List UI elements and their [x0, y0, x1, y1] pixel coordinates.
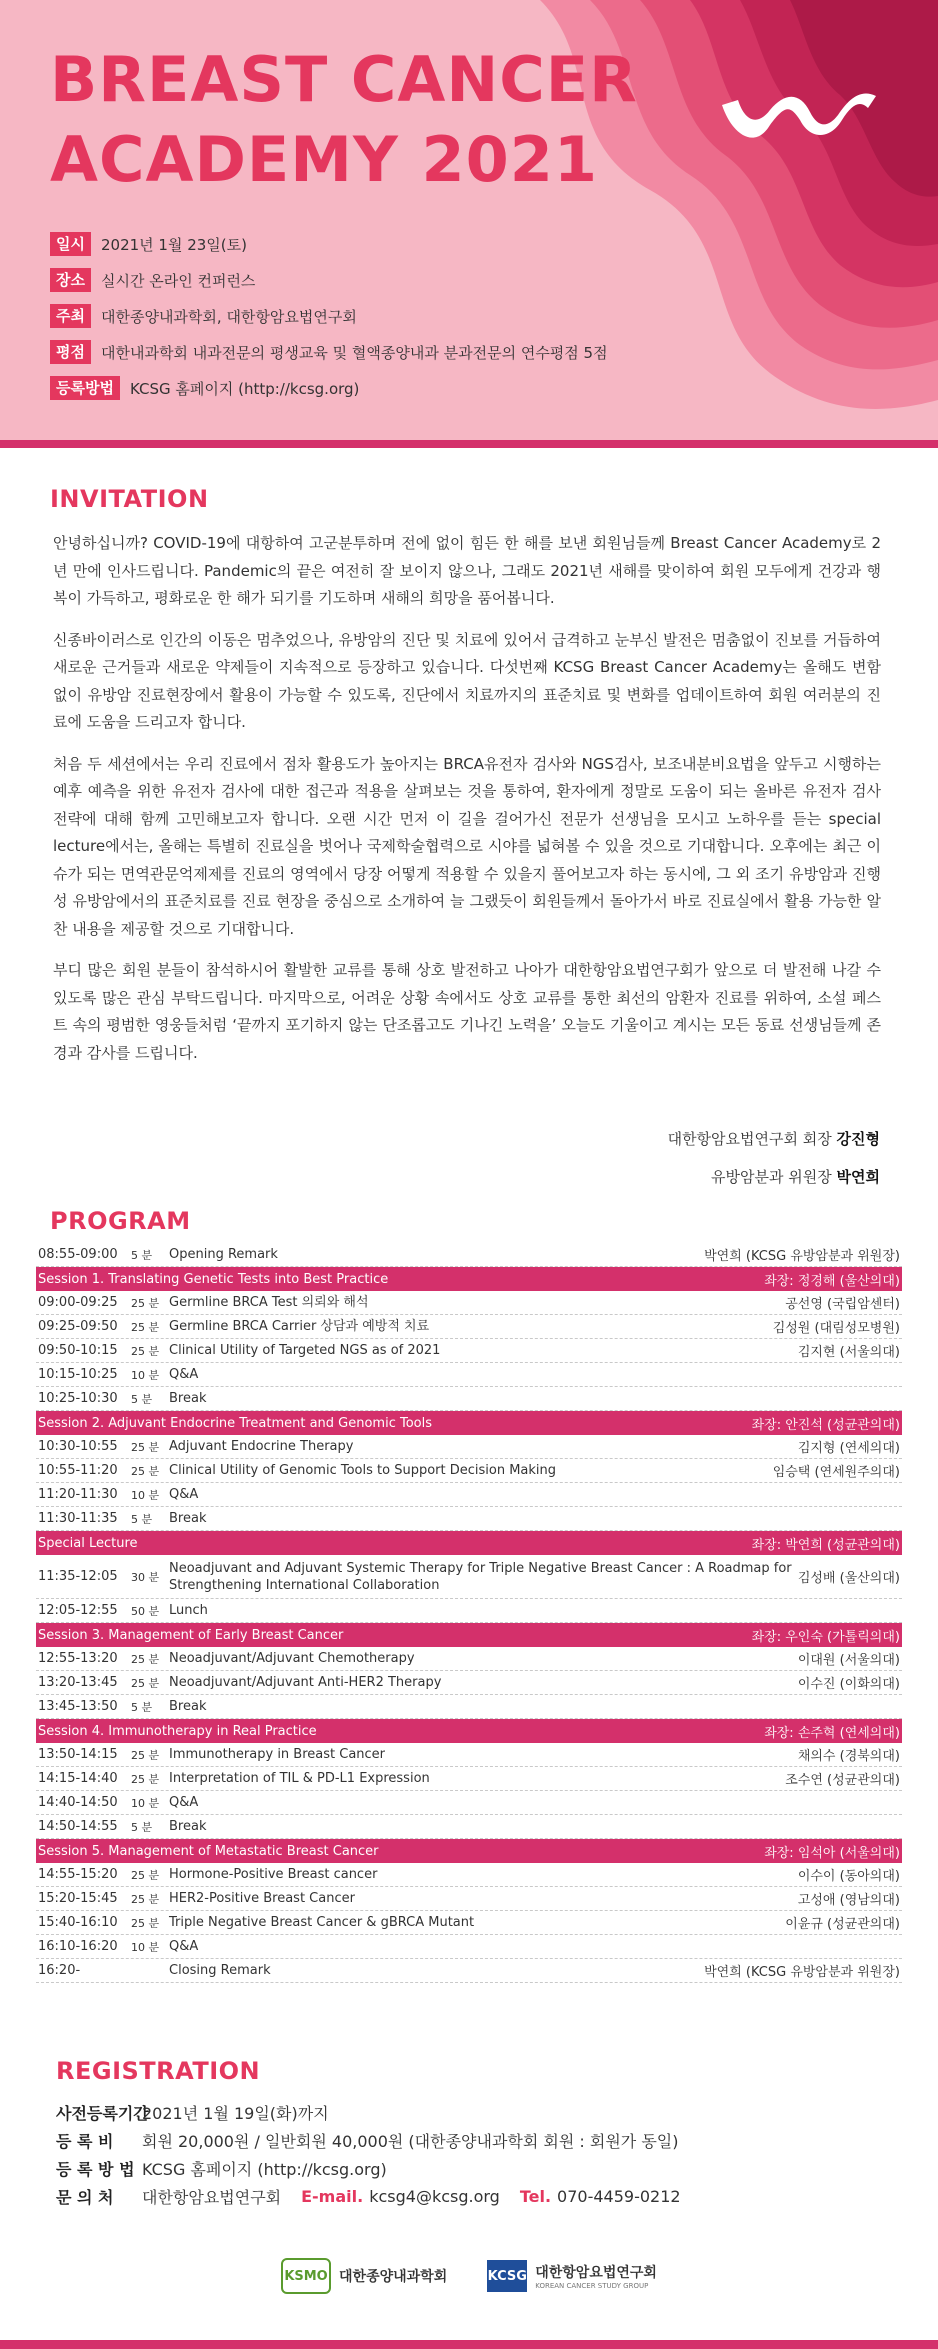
info-row-venue	[50, 268, 608, 292]
program-speaker: 김지현 (서울의대)	[797, 1345, 900, 1360]
program-row	[36, 1767, 902, 1791]
program-talk: Break	[169, 1511, 207, 1526]
program-row	[36, 1363, 902, 1387]
program-duration: 10 분	[131, 1796, 160, 1810]
program-talk: Break	[169, 1391, 207, 1406]
tel-number: 070-4459-0212	[557, 2186, 681, 2206]
program-row	[36, 1743, 902, 1767]
signature-role: 유방암분과 위원장	[711, 1168, 837, 1186]
registration-value: 회원 20,000원 / 일반회원 40,000원 (대한종양내과학회 회원 : 회원가 동일)	[142, 2131, 679, 2151]
program-speaker: 이대원 (서울의대)	[797, 1653, 900, 1668]
invitation-paragraph: 안녕하십니까? COVID-19에 대항하여 고군분투하며 전에 없이 힘든 한 해를 보낸 회원님들께 Breast Cancer Academy로 2년 만에 인사드립니다. Pandemic의 끝은 여전히 잘 보이지 않으나, 그래도 2021년 새해를 맞이하여 회원 모두에게 건강과 행복이 가득하고, 평화로운 한 해가 되기를 기도하며 새해의 희망을 품어봅니다.	[53, 534, 881, 607]
session-title: Session 1. Translating Genetic Tests into Best Practice	[38, 1271, 389, 1287]
program-time: 13:20-13:45	[38, 1675, 118, 1690]
program-time: 10:55-11:20	[38, 1463, 118, 1478]
page-title	[50, 40, 638, 200]
program-time: 14:15-14:40	[38, 1771, 118, 1786]
program-duration: 10 분	[131, 1488, 160, 1502]
kcsg-logo	[487, 2260, 657, 2292]
session-chair: 좌장: 손주혁 (연세의대)	[764, 1725, 900, 1741]
title-line-1: BREAST CANCER	[50, 43, 638, 116]
program-talk: Lunch	[169, 1603, 208, 1618]
program-row	[36, 1935, 902, 1959]
info-value: 대한종양내과학회, 대한항암요법연구회	[100, 307, 357, 326]
invitation-paragraph: 부디 많은 회원 분들이 참석하시어 활발한 교류를 통해 상호 발전하고 나아가 대한항암요법연구회가 앞으로 더 발전해 나갈 수 있도록 많은 관심 부탁드립니다. 마지막으로, 어려운 상황 속에서도 상호 교류를 통한 최선의 암환자 진료를 위하여, 소설 페스트 속의 평범한 영웅들처럼 ‘끝까지 포기하지 않는 단조롭고도 기나긴 노력을’ 오늘도 기울이고 계시는 모든 동료 선생님들께 존경과 감사를 드립니다.	[53, 961, 881, 1062]
program-row	[36, 1695, 902, 1719]
kcsg-logo-subtitle: KOREAN CANCER STUDY GROUP	[535, 2282, 649, 2290]
info-row-host	[50, 304, 608, 328]
program-duration: 25 분	[131, 1748, 160, 1762]
session-header-row	[36, 1839, 902, 1863]
program-row	[36, 1647, 902, 1671]
program-row	[36, 1791, 902, 1815]
program-duration: 25 분	[131, 1440, 160, 1454]
program-row	[36, 1671, 902, 1695]
footer-logos	[0, 2258, 938, 2294]
program-talk: Germline BRCA Test 의뢰와 해석	[169, 1295, 369, 1310]
program-row	[36, 1911, 902, 1935]
signature-president	[480, 1128, 880, 1149]
info-row-credits	[50, 340, 608, 364]
program-duration: 5 분	[131, 1392, 153, 1406]
ksmo-logo	[281, 2258, 447, 2294]
program-speaker: 김성배 (울산의대)	[797, 1571, 900, 1586]
program-talk: Adjuvant Endocrine Therapy	[169, 1439, 354, 1454]
program-time: 13:50-14:15	[38, 1747, 118, 1762]
program-talk: Neoadjuvant/Adjuvant Anti-HER2 Therapy	[169, 1675, 442, 1690]
program-talk: Interpretation of TIL & PD-L1 Expression	[169, 1771, 430, 1786]
registration-row	[56, 2154, 886, 2182]
program-speaker: 조수연 (성균관의대)	[785, 1773, 900, 1788]
session-chair: 좌장: 안진석 (성균관의대)	[751, 1417, 900, 1433]
program-time: 10:15-10:25	[38, 1367, 118, 1382]
program-duration: 25 분	[131, 1652, 160, 1666]
program-speaker: 채의수 (경북의대)	[797, 1749, 900, 1764]
program-talk: Q&A	[169, 1795, 199, 1810]
info-tag: 평점	[50, 340, 91, 364]
program-row	[36, 1459, 902, 1483]
info-value: 2021년 1월 23일(토)	[100, 235, 247, 254]
program-talk: Neoadjuvant and Adjuvant Systemic Therapy for Triple Negative Breast Cancer : A Roadmap for Strengthening International Collaboration	[169, 1560, 792, 1593]
signature-name: 강진형	[836, 1130, 880, 1148]
invitation-paragraph: 신종바이러스로 인간의 이동은 멈추었으나, 유방암의 진단 및 치료에 있어서 급격하고 눈부신 발전은 멈춤없이 진보를 거듭하여 새로운 근거들과 새로운 약제들이 지속적으로 등장하고 있습니다. 다섯번째 KCSG Breast Cancer Academy는 올해도 변함없이 유방암 진료현장에서 활용이 가능할 수 있도록, 진단에서 치료까지의 표준치료 및 변화를 업데이트하여 회원 여러분의 진료에 도움을 드리고자 합니다.	[53, 630, 881, 731]
program-duration: 5 분	[131, 1820, 153, 1834]
program-time: 10:30-10:55	[38, 1439, 118, 1454]
program-row	[36, 1959, 902, 1983]
program-speaker: 임승택 (연세원주의대)	[772, 1465, 900, 1480]
program-talk: Immunotherapy in Breast Cancer	[169, 1747, 386, 1762]
program-talk: Hormone-Positive Breast cancer	[169, 1867, 378, 1882]
program-row	[36, 1507, 902, 1531]
program-talk: Germline BRCA Carrier 상담과 예방적 치료	[169, 1319, 430, 1334]
program-time: 10:25-10:30	[38, 1391, 118, 1406]
invitation-paragraph: 처음 두 세션에서는 우리 진료에서 점차 활용도가 높아지는 BRCA유전자 검사와 NGS검사, 보조내분비요법을 앞두고 시행하는 예후 예측을 위한 유전자 검사에 대한 접근과 적용을 살펴보는 것을 통하여, 환자에게 정말로 도움이 되는 올바른 유전자 검사 전략에 대해 함께 고민해보고자 합니다. 오랜 시간 먼저 이 길을 걸어가신 전문가 선생님을 모시고 노하우를 듣는 special lecture에서는, 올해는 특별히 진료실을 벗어나 국제학술협력으로 시야를 넓혀볼 수 있을 것으로 기대합니다. 오후에는 최근 이슈가 되는 면역관문억제제를 진료의 영역에서 당장 어떻게 적용할 수 있을지 풀어보고자 하는 동시에, 그 외 조기 유방암과 진행성 유방암에서의 표준치료를 진료 현장을 중심으로 소개하여 늘 그랬듯이 회원들께서 돌아가서 바로 진료실에서 활용 가능한 알찬 내용을 제공할 것으로 기대합니다.	[53, 754, 881, 938]
program-time: 09:25-09:50	[38, 1319, 118, 1334]
program-talk: Q&A	[169, 1367, 199, 1382]
program-time: 11:20-11:30	[38, 1487, 118, 1502]
registration-heading: REGISTRATION	[56, 2057, 261, 2085]
program-speaker: 고성애 (영남의대)	[797, 1893, 900, 1908]
program-speaker: 박연희 (KCSG 유방암분과 위원장)	[704, 1249, 900, 1264]
program-talk: Closing Remark	[169, 1963, 271, 1978]
session-title: Session 2. Adjuvant Endocrine Treatment and Genomic Tools	[38, 1415, 433, 1431]
session-chair: 좌장: 우인숙 (가톨릭의대)	[751, 1629, 900, 1645]
program-row	[36, 1599, 902, 1623]
program-duration: 10 분	[131, 1368, 160, 1382]
session-header-row	[36, 1719, 902, 1743]
program-time: 15:20-15:45	[38, 1891, 118, 1906]
program-row	[36, 1435, 902, 1459]
program-duration: 25 분	[131, 1676, 160, 1690]
ksmo-logo-name: 대한종양내과학회	[339, 2269, 448, 2285]
program-duration: 50 분	[131, 1604, 160, 1618]
program-row	[36, 1291, 902, 1315]
program-talk: Break	[169, 1699, 207, 1714]
program-time: 11:35-12:05	[38, 1569, 118, 1584]
program-duration: 5 분	[131, 1700, 153, 1714]
email-label: E-mail.	[301, 2186, 364, 2206]
info-tag: 주최	[50, 304, 91, 328]
program-duration: 25 분	[131, 1344, 160, 1358]
program-time: 14:55-15:20	[38, 1867, 118, 1882]
program-duration: 30 분	[131, 1570, 160, 1584]
program-time: 08:55-09:00	[38, 1247, 118, 1262]
session-header-row	[36, 1267, 902, 1291]
program-duration: 25 분	[131, 1320, 160, 1334]
ksmo-logo-mark: KSMO	[281, 2258, 331, 2294]
registration-label: 문 의 처	[56, 2187, 114, 2207]
kcsg-logo-name: 대한항암요법연구회	[535, 2265, 657, 2281]
program-row	[36, 1387, 902, 1411]
info-row-registration	[50, 376, 608, 400]
program-duration: 25 분	[131, 1464, 160, 1478]
program-row	[36, 1243, 902, 1267]
program-duration: 25 분	[131, 1916, 160, 1930]
program-table	[36, 1243, 902, 1983]
registration-row-contact	[56, 2182, 886, 2210]
program-duration: 5 분	[131, 1512, 153, 1526]
session-chair: 좌장: 정경해 (울산의대)	[764, 1273, 900, 1289]
program-time: 12:05-12:55	[38, 1603, 118, 1618]
program-talk: Break	[169, 1819, 207, 1834]
session-title: Session 4. Immunotherapy in Real Practice	[38, 1723, 317, 1739]
program-time: 09:50-10:15	[38, 1343, 118, 1358]
program-row	[36, 1887, 902, 1911]
contact-org: 대한항암요법연구회	[142, 2187, 282, 2207]
session-chair: 좌장: 박연희 (성균관의대)	[751, 1537, 900, 1553]
program-duration: 10 분	[131, 1940, 160, 1954]
registration-value: 2021년 1월 19일(화)까지	[142, 2103, 329, 2123]
program-talk: HER2-Positive Breast Cancer	[169, 1891, 355, 1906]
kcsg-logo-mark: KCSG	[487, 2260, 527, 2292]
program-duration: 25 분	[131, 1772, 160, 1786]
program-duration: 25 분	[131, 1868, 160, 1882]
registration-row	[56, 2098, 886, 2126]
registration-value: KCSG 홈페이지 (http://kcsg.org)	[142, 2159, 387, 2179]
registration-label: 등 록 방 법	[56, 2159, 135, 2179]
program-talk: Q&A	[169, 1487, 199, 1502]
program-talk: Opening Remark	[169, 1247, 278, 1262]
program-speaker: 공선영 (국립암센터)	[785, 1297, 900, 1312]
program-row	[36, 1863, 902, 1887]
program-time: 12:55-13:20	[38, 1651, 118, 1666]
program-row	[36, 1483, 902, 1507]
info-tag: 일시	[50, 232, 91, 256]
program-heading: PROGRAM	[50, 1207, 191, 1235]
info-row-date	[50, 232, 608, 256]
program-talk: Q&A	[169, 1939, 199, 1954]
title-line-2: ACADEMY 2021	[50, 123, 599, 196]
program-talk: Clinical Utility of Genomic Tools to Support Decision Making	[169, 1463, 557, 1478]
program-time: 15:40-16:10	[38, 1915, 118, 1930]
program-duration: 5 분	[131, 1248, 153, 1262]
program-row	[36, 1315, 902, 1339]
program-speaker: 이수이 (동아의대)	[797, 1869, 900, 1884]
program-row	[36, 1339, 902, 1363]
program-talk: Neoadjuvant/Adjuvant Chemotherapy	[169, 1651, 415, 1666]
registration-row	[56, 2126, 886, 2154]
header-divider	[0, 440, 938, 448]
signature-role: 대한항암요법연구회 회장	[667, 1130, 837, 1148]
program-time: 14:40-14:50	[38, 1795, 118, 1810]
info-value: 대한내과학회 내과전문의 평생교육 및 혈액종양내과 분과전문의 연수평점 5점	[100, 343, 608, 362]
session-header-row	[36, 1411, 902, 1435]
session-title: Session 3. Management of Early Breast Cancer	[38, 1627, 344, 1643]
signature-chair	[480, 1166, 880, 1187]
program-speaker: 김성원 (대림성모병원)	[772, 1321, 900, 1336]
program-duration: 25 분	[131, 1892, 160, 1906]
program-row	[36, 1555, 902, 1599]
footer-divider	[0, 2340, 938, 2349]
program-speaker: 박연희 (KCSG 유방암분과 위원장)	[704, 1965, 900, 1980]
program-time: 09:00-09:25	[38, 1295, 118, 1310]
email-link[interactable]: kcsg4@kcsg.org	[369, 2186, 500, 2206]
program-duration: 25 분	[131, 1296, 160, 1310]
session-header-row	[36, 1531, 902, 1555]
program-speaker: 이윤규 (성균관의대)	[785, 1917, 900, 1932]
program-time: 14:50-14:55	[38, 1819, 118, 1834]
program-talk: Clinical Utility of Targeted NGS as of 2021	[169, 1343, 441, 1358]
session-chair: 좌장: 임석아 (서울의대)	[764, 1845, 900, 1861]
session-title: Special Lecture	[38, 1535, 138, 1551]
program-speaker: 김지형 (연세의대)	[797, 1441, 900, 1456]
hero-banner	[0, 0, 938, 440]
info-value: KCSG 홈페이지 (http://kcsg.org)	[129, 379, 360, 398]
session-title: Session 5. Management of Metastatic Breast Cancer	[38, 1843, 379, 1859]
program-time: 13:45-13:50	[38, 1699, 118, 1714]
info-value: 실시간 온라인 컨퍼런스	[100, 271, 256, 290]
program-time: 11:30-11:35	[38, 1511, 118, 1526]
registration-label: 등 록 비	[56, 2131, 114, 2151]
registration-info	[56, 2098, 886, 2210]
invitation-heading: INVITATION	[50, 485, 209, 513]
session-header-row	[36, 1623, 902, 1647]
info-tag: 등록방법	[50, 376, 120, 400]
program-talk: Triple Negative Breast Cancer & gBRCA Mutant	[169, 1915, 475, 1930]
tel-label: Tel.	[519, 2186, 552, 2206]
registration-label: 사전등록기간	[56, 2103, 149, 2123]
program-row	[36, 1815, 902, 1839]
program-speaker: 이수진 (이화의대)	[797, 1677, 900, 1692]
program-time: 16:10-16:20	[38, 1939, 118, 1954]
invitation-body	[53, 530, 881, 1081]
info-tag: 장소	[50, 268, 91, 292]
signature-name: 박연희	[836, 1168, 880, 1186]
event-info	[50, 232, 608, 412]
program-time: 16:20-	[38, 1963, 81, 1978]
